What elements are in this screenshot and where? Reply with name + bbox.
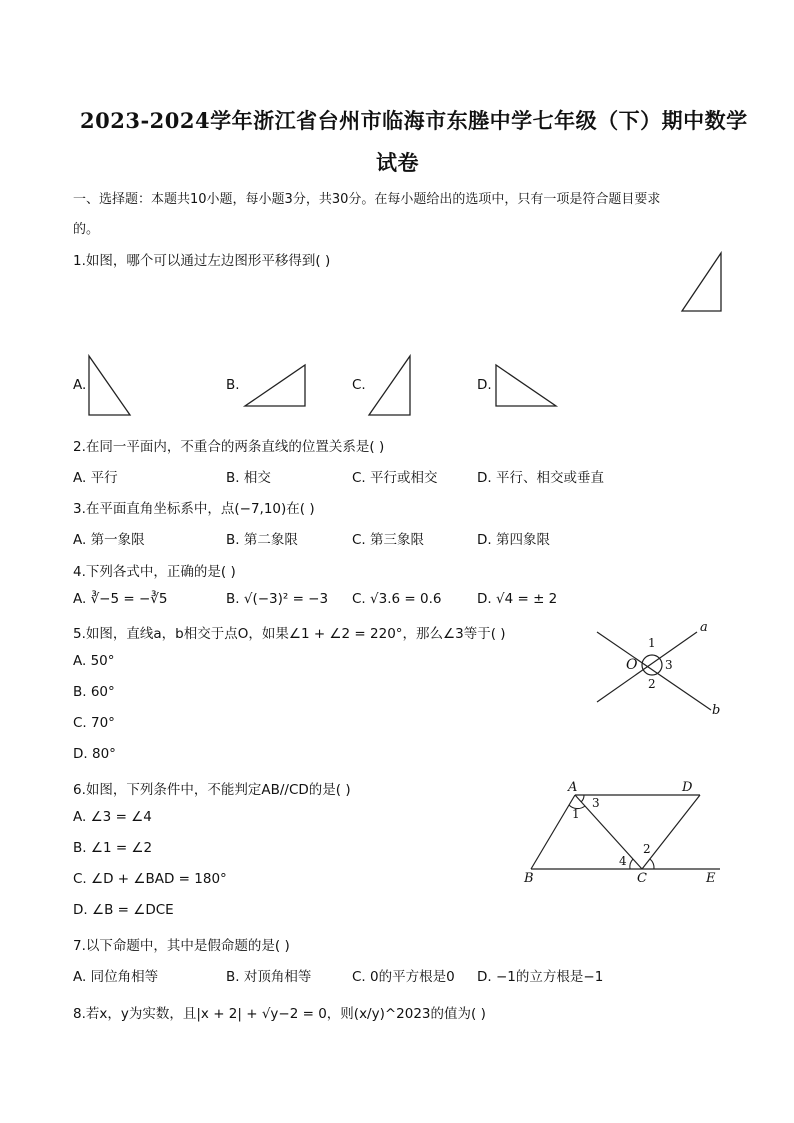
segment-cd xyxy=(642,795,700,869)
q1-option-d: D. xyxy=(477,377,492,393)
q1-stem: 1.如图，哪个可以通过左边图形平移得到( ) xyxy=(73,253,331,269)
q5-label-1: 1 xyxy=(648,636,656,650)
q6-label-b: B xyxy=(524,871,534,886)
q1-option-a-triangle xyxy=(87,354,133,418)
q1-option-c-triangle xyxy=(367,354,413,418)
angle-arc-3 xyxy=(581,795,584,802)
q6-label-a: A xyxy=(568,780,578,795)
angle-arc-2 xyxy=(650,859,654,869)
q7-option-c: C. 0的平方根是0 xyxy=(352,969,455,985)
q3-stem: 3.在平面直角坐标系中，点(−7,10)在( ) xyxy=(73,501,315,517)
q6-figure xyxy=(520,785,730,885)
q1-option-d-triangle xyxy=(494,363,560,409)
exam-title-line2: 试卷 xyxy=(376,150,419,175)
q5-label-3: 3 xyxy=(665,658,673,672)
q5-stem: 5.如图，直线a，b相交于点O，如果∠1 + ∠2 = 220°，那么∠3等于( ) xyxy=(73,626,506,642)
segment-ab xyxy=(531,795,575,869)
q6-option-d: D. ∠B = ∠DCE xyxy=(73,902,174,918)
q5-option-c: C. 70° xyxy=(73,715,115,731)
q4-option-c: C. √3.6 = 0.6 xyxy=(352,591,442,607)
q6-label-2: 2 xyxy=(643,842,651,856)
q3-option-a: A. 第一象限 xyxy=(73,532,145,548)
q6-label-d: D xyxy=(682,780,693,795)
q5-option-a: A. 50° xyxy=(73,653,115,669)
section-header-line1: 一、选择题：本题共10小题，每小题3分，共30分。在每小题给出的选项中，只有一项是符合题目要求 xyxy=(73,192,661,207)
q6-label-4: 4 xyxy=(619,854,627,868)
q6-stem: 6.如图，下列条件中，不能判定AB//CD的是( ) xyxy=(73,782,351,798)
q6-label-e: E xyxy=(706,871,716,886)
q1-option-b-triangle xyxy=(243,363,309,409)
q2-option-a: A. 平行 xyxy=(73,470,118,486)
q6-label-c: C xyxy=(637,871,647,886)
q7-option-d: D. −1的立方根是−1 xyxy=(477,969,604,985)
q4-option-d: D. √4 = ± 2 xyxy=(477,591,558,607)
q7-option-a: A. 同位角相等 xyxy=(73,969,159,985)
q5-label-a: a xyxy=(700,620,708,635)
q5-option-d: D. 80° xyxy=(73,746,116,762)
q4-option-b: B. √(−3)² = −3 xyxy=(226,591,329,607)
q1-option-c: C. xyxy=(352,377,366,393)
q7-option-b: B. 对顶角相等 xyxy=(226,969,312,985)
q5-option-b: B. 60° xyxy=(73,684,115,700)
q1-reference-triangle xyxy=(680,251,725,313)
q6-label-1: 1 xyxy=(572,807,580,821)
q1-option-a: A. xyxy=(73,377,87,393)
q5-label-2: 2 xyxy=(648,677,656,691)
q7-stem: 7.以下命题中，其中是假命题的是( ) xyxy=(73,938,290,954)
q5-label-o: O xyxy=(626,657,638,673)
q2-stem: 2.在同一平面内，不重合的两条直线的位置关系是( ) xyxy=(73,439,385,455)
q3-option-c: C. 第三象限 xyxy=(352,532,425,548)
q4-option-a: A. ∛−5 = −∛5 xyxy=(73,591,168,607)
q2-option-b: B. 相交 xyxy=(226,470,271,486)
q6-label-3: 3 xyxy=(592,796,600,810)
q8-stem: 8.若x，y为实数，且|x + 2| + √y−2 = 0，则(x/y)^2023的值为( ) xyxy=(73,1006,486,1022)
q2-option-c: C. 平行或相交 xyxy=(352,470,438,486)
exam-title-line1: 2023-2024学年浙江省台州市临海市东塍中学七年级（下）期中数学 xyxy=(80,108,748,133)
q6-option-b: B. ∠1 = ∠2 xyxy=(73,840,153,856)
section-header-line2: 的。 xyxy=(73,222,100,237)
q5-figure xyxy=(595,620,725,720)
q5-label-b: b xyxy=(712,703,721,718)
q4-stem: 4.下列各式中，正确的是( ) xyxy=(73,564,236,580)
q6-option-c: C. ∠D + ∠BAD = 180° xyxy=(73,871,227,887)
q1-option-b: B. xyxy=(226,377,240,393)
angle-arc-4 xyxy=(630,859,633,869)
q3-option-b: B. 第二象限 xyxy=(226,532,298,548)
q6-option-a: A. ∠3 = ∠4 xyxy=(73,809,152,825)
q3-option-d: D. 第四象限 xyxy=(477,532,550,548)
q2-option-d: D. 平行、相交或垂直 xyxy=(477,470,604,486)
